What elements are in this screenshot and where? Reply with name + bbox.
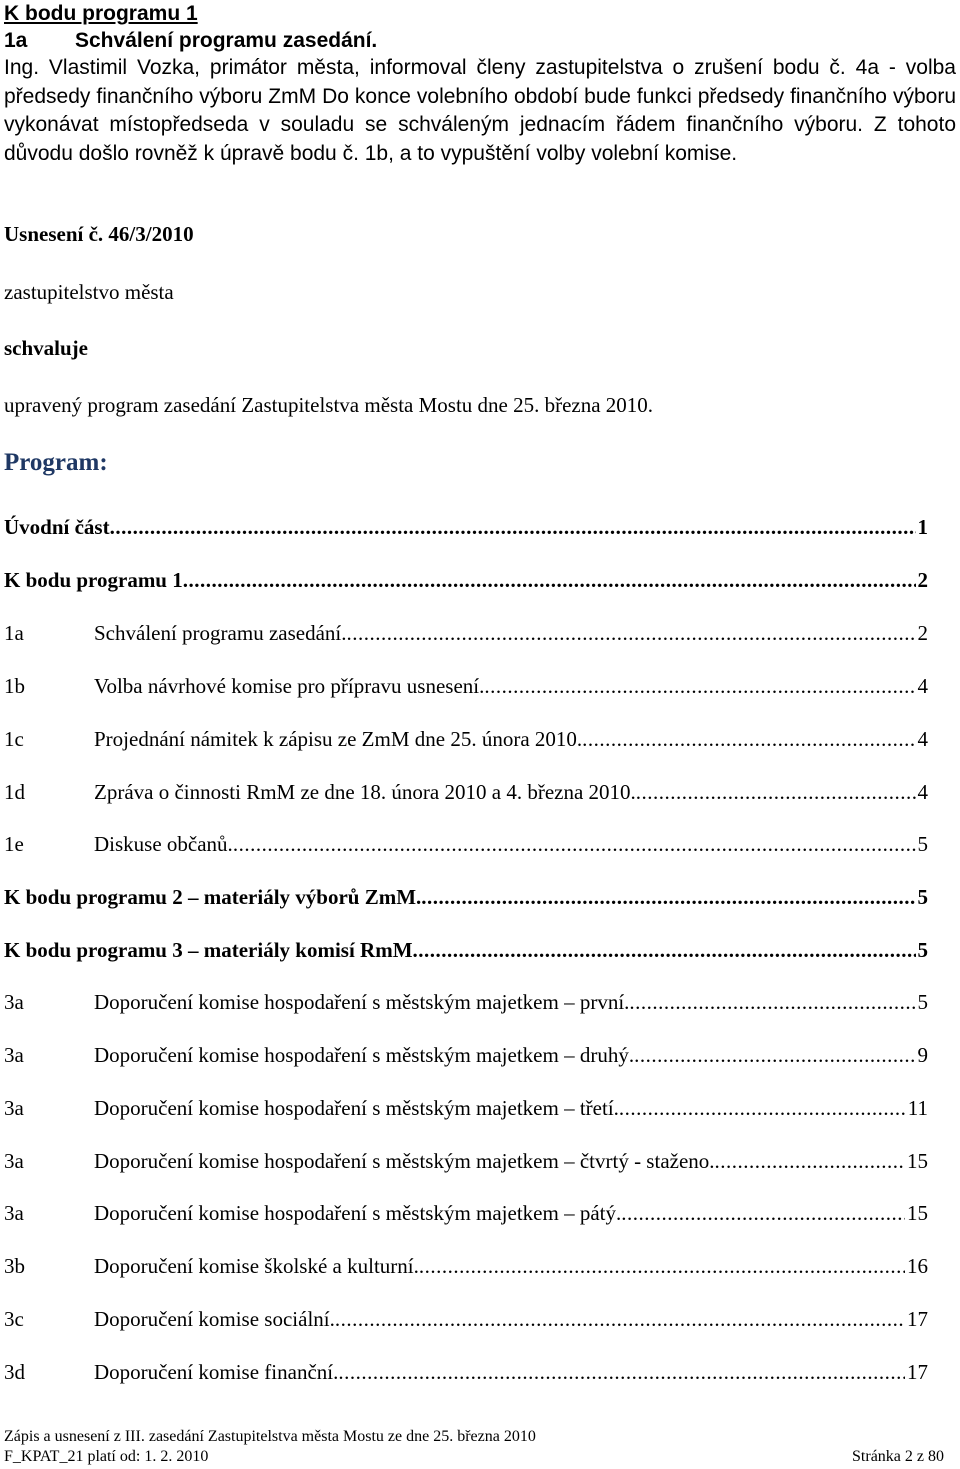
toc-entry-title: Doporučení komise sociální.: [94, 1307, 335, 1331]
toc-entry[interactable]: [4, 1358, 928, 1386]
toc-entry[interactable]: [4, 936, 928, 964]
footer-form-id: F_KPAT_21 platí od: 1. 2. 2010: [4, 1448, 209, 1465]
toc-leader: [621, 1199, 905, 1227]
toc-entry-title: Doporučení komise hospodaření s městským majetkem – druhý.: [94, 1043, 635, 1067]
toc-entry-page: 4: [917, 727, 928, 751]
toc-entry-number: 1b: [4, 674, 25, 698]
toc-leader: [715, 1147, 905, 1175]
footer-title: Zápis a usnesení z III. zasedání Zastupitelstva města Mostu ze dne 25. března 2010: [4, 1428, 536, 1445]
toc-entry-page: 5: [917, 938, 928, 962]
toc-entry-title: K bodu programu 2 – materiály výborů ZmM.: [4, 885, 422, 909]
toc-leader: [110, 513, 916, 541]
section-heading: K bodu programu 1: [4, 2, 198, 25]
toc-entry-number: 1a: [4, 621, 24, 645]
toc-leader: [582, 725, 915, 753]
toc-entry-page: 5: [917, 990, 928, 1014]
item-heading: [4, 27, 954, 54]
toc-leader: [634, 1041, 915, 1069]
toc-entry-page: 5: [917, 832, 928, 856]
toc-leader: [183, 566, 916, 594]
toc-entry[interactable]: [4, 778, 928, 806]
item-heading-number: 1a: [4, 29, 28, 52]
toc-leader: [629, 988, 915, 1016]
toc-entry-title: Schválení programu zasedání.: [94, 621, 347, 645]
program-heading: Program:: [4, 449, 108, 476]
toc-leader: [347, 619, 916, 647]
toc-entry[interactable]: [4, 1041, 928, 1069]
toc-entry-page: 2: [917, 568, 928, 592]
toc-entry-title: Doporučení komise hospodaření s městským majetkem – první.: [94, 990, 630, 1014]
toc-entry[interactable]: [4, 1147, 928, 1175]
toc-entry-title: Úvodní část: [4, 515, 110, 539]
toc-entry-page: 5: [917, 885, 928, 909]
toc-entry-number: 3a: [4, 1149, 24, 1173]
toc-entry-title: Diskuse občanů.: [94, 832, 233, 856]
toc-entry-number: 1c: [4, 727, 24, 751]
toc-entry-title: Doporučení komise hospodaření s městským majetkem – čtvrtý - staženo.: [94, 1149, 715, 1173]
footer-page-number: Stránka 2 z 80: [852, 1448, 944, 1465]
toc-entry-title: Doporučení komise hospodaření s městským majetkem – třetí.: [94, 1096, 619, 1120]
toc-entry[interactable]: [4, 1252, 928, 1280]
toc-entry-number: 3a: [4, 990, 24, 1014]
toc-entry-page: 2: [917, 621, 928, 645]
toc-entry-page: 17: [907, 1307, 928, 1331]
toc-entry[interactable]: [4, 672, 928, 700]
toc-entry-title: Zpráva o činnosti RmM ze dne 18. února 2010 a 4. března 2010.: [94, 780, 636, 804]
toc-entry-title: Doporučení komise školské a kulturní.: [94, 1254, 419, 1278]
toc-entry[interactable]: [4, 1094, 928, 1122]
toc-entry[interactable]: [4, 513, 928, 541]
toc-leader: [233, 830, 916, 858]
toc-entry-page: 16: [907, 1254, 928, 1278]
toc-entry-title: Volba návrhové komise pro přípravu usnesení.: [94, 674, 485, 698]
toc-entry-number: 1e: [4, 832, 24, 856]
toc-entry-page: 4: [917, 780, 928, 804]
toc-leader: [619, 1094, 906, 1122]
toc-entry[interactable]: [4, 619, 928, 647]
resolution-text: upravený program zasedání Zastupitelstva města Mostu dne 25. března 2010.: [4, 393, 654, 417]
toc-entry-page: 15: [907, 1149, 928, 1173]
toc-entry-number: 3b: [4, 1254, 25, 1278]
resolution-verb: schvaluje: [4, 336, 88, 360]
footer-bar: [4, 1448, 944, 1466]
toc-entry[interactable]: [4, 1305, 928, 1333]
toc-entry[interactable]: [4, 830, 928, 858]
item-heading-title: Schválení programu zasedání.: [75, 29, 378, 52]
toc-entry[interactable]: [4, 725, 928, 753]
toc-entry-number: 3a: [4, 1043, 24, 1067]
toc-entry-number: 1d: [4, 780, 25, 804]
toc-leader: [636, 778, 916, 806]
toc-entry-number: 3a: [4, 1201, 24, 1225]
toc-entry-number: 3a: [4, 1096, 24, 1120]
resolution-number: Usnesení č. 46/3/2010: [4, 222, 194, 246]
toc-entry-page: 9: [917, 1043, 928, 1067]
toc-leader: [335, 1305, 905, 1333]
toc-entry[interactable]: [4, 988, 928, 1016]
toc-leader: [338, 1358, 905, 1386]
toc-entry-title: K bodu programu 3 – materiály komisí RmM: [4, 938, 413, 962]
toc-entry-page: 4: [917, 674, 928, 698]
toc-entry[interactable]: [4, 566, 928, 594]
toc-leader: [484, 672, 915, 700]
toc-entry[interactable]: [4, 883, 928, 911]
toc-entry-page: 17: [907, 1360, 928, 1384]
toc-leader: [413, 936, 916, 964]
resolution-body: zastupitelstvo města: [4, 280, 174, 304]
toc-entry-number: 3c: [4, 1307, 24, 1331]
toc-entry-title: K bodu programu 1: [4, 568, 183, 592]
toc-entry-number: 3d: [4, 1360, 25, 1384]
toc-entry-title: Doporučení komise finanční.: [94, 1360, 339, 1384]
toc-entry[interactable]: [4, 1199, 928, 1227]
intro-paragraph: Ing. Vlastimil Vozka, primátor města, informoval členy zastupitelstva o zrušení bodu č. 4a - volba předsedy finančního výboru ZmM Do konce volebního období bude funkci předsedy finančního výboru vykonávat místopředseda v souladu se schváleným jednacím řádem finančního výboru. Z tohoto důvodu došlo rovněž k úpravě bodu č. 1b, a to vypuštění volby volební komise.: [4, 56, 956, 165]
toc-entry-title: Projednání námitek k zápisu ze ZmM dne 25. února 2010.: [94, 727, 583, 751]
toc-entry-page: 1: [917, 515, 928, 539]
toc-entry-page: 15: [907, 1201, 928, 1225]
toc-entry-page: 11: [907, 1096, 928, 1120]
toc-leader: [419, 1252, 905, 1280]
toc-leader: [421, 883, 915, 911]
toc-entry-title: Doporučení komise hospodaření s městským majetkem – pátý.: [94, 1201, 622, 1225]
